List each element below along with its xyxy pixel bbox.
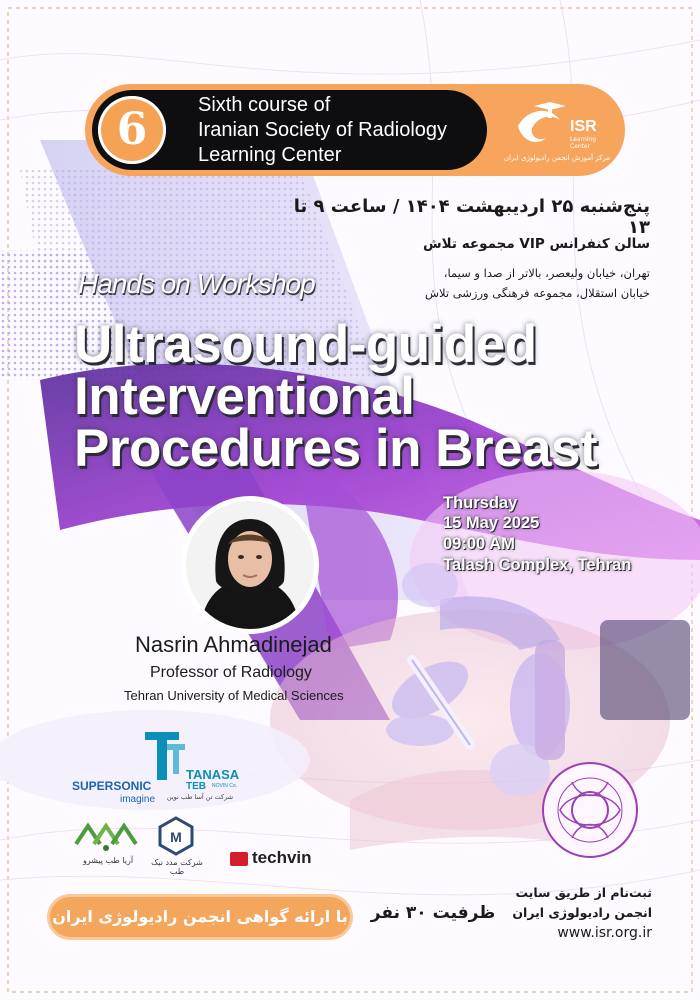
tanasa-name: TANASA [186, 767, 240, 782]
speaker-portrait-icon [186, 501, 314, 629]
techvin-mark-icon [230, 852, 248, 866]
workshop-kicker: Hands on Workshop [78, 268, 315, 299]
title-line-1: Ultrasound-guided [74, 315, 537, 374]
isr-logo-text: ISR [570, 118, 597, 135]
isr-logo-fa: مرکز آموزش انجمن رادیولوژی ایران [503, 154, 611, 162]
tanasa-novin: NOVIN Co. [212, 783, 238, 789]
techvin-name: techvin [252, 848, 312, 867]
madad-fa: شرکت مدد نیک طب [151, 858, 203, 876]
speaker-photo [186, 501, 314, 629]
certificate-banner: با ارائه گواهی انجمن رادیولوژی ایران [50, 897, 350, 937]
title-line-3: Procedures in Breast [74, 419, 598, 478]
arya-logo-icon [72, 814, 144, 854]
svg-text:M: M [170, 829, 182, 845]
event-address-line-2: خیابان استقلال، مجموعه فرهنگی ورزشی تلاش [424, 286, 650, 300]
event-address-line-1: تهران، خیابان ولیعصر، بالاتر از صدا و سیما، [443, 266, 650, 280]
speaker-name: Nasrin Ahmadinejad [135, 632, 332, 657]
society-seal-icon [540, 760, 640, 860]
capacity-text: ظرفیت ۳۰ نفر [370, 903, 496, 923]
madad-logo-icon [157, 816, 195, 856]
isr-logo-sub: Learning Center [570, 136, 597, 150]
register-line-1: ثبت‌نام از طریق سایت [515, 885, 652, 900]
event-place: Talash Complex, Tehran [443, 556, 632, 574]
arya-fa: آریا طب پیشرو [82, 856, 134, 865]
tanasa-fa: شرکت تن آسا طب نوین [166, 793, 234, 801]
course-number-badge: 6 [98, 96, 166, 164]
speaker-title: Professor of Radiology [150, 664, 312, 681]
tanasa-logo-icon [145, 732, 185, 782]
supersonic-name: SUPERSONIC [72, 779, 152, 793]
title-line-2: Interventional [74, 367, 415, 426]
course-line-3: Learning Center [198, 144, 342, 166]
speaker-institution: Tehran University of Medical Sciences [124, 688, 344, 703]
event-day: Thursday [443, 494, 518, 512]
event-venue-fa: سالن کنفرانس VIP مجموعه تلاش [423, 236, 650, 252]
tanasa-teb: TEB [186, 781, 206, 792]
course-line-1: Sixth course of [198, 94, 331, 116]
register-line-2: انجمن رادیولوژی ایران [512, 905, 652, 920]
isr-logo [503, 98, 612, 164]
event-date: 15 May 2025 [443, 514, 540, 532]
website-link[interactable]: www.isr.org.ir [557, 925, 652, 941]
supersonic-imagine: imagine [120, 794, 156, 805]
event-time: 09:00 AM [443, 535, 515, 553]
course-line-2: Iranian Society of Radiology [198, 119, 448, 141]
event-date-fa: پنج‌شنبه ۲۵ اردیبهشت ۱۴۰۴ / ساعت ۹ تا ۱۳ [293, 196, 650, 238]
